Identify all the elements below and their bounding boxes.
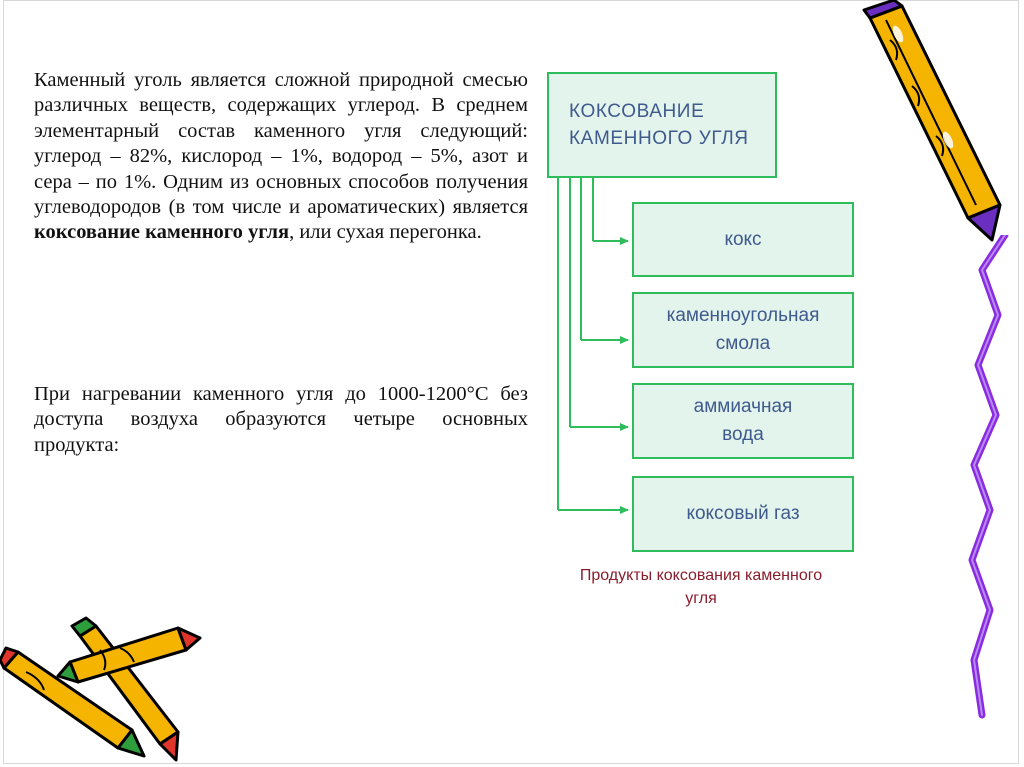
product-label-line2: смола [715,333,771,354]
main-box-line1: КОКСОВАНИЕ [569,101,705,122]
diagram-main-box [547,72,777,178]
crossed-pencils-icon [0,610,210,765]
product-label-line2: вода [722,424,764,445]
product-label: аммиачная [693,396,793,417]
product-box-gaz [632,476,854,552]
paragraph1-bold-term: коксование каменного угля [34,221,290,244]
product-box-smola [632,292,854,368]
product-box-voda [632,383,854,459]
diagram-caption [550,564,852,610]
caption-line1: Продукты коксования каменного [579,567,823,584]
product-box-koks [632,202,854,277]
paragraph-heating-products: При нагревании каменного угля до 1000-1200°С без доступа воздуха образуются четыре основных продукта: [34,383,528,456]
caption-line2: угля [685,590,717,607]
paragraph1-text-end: , или сухая перегонка. [289,221,482,244]
product-label: каменноугольная [666,305,820,326]
pencil-icon [850,0,1010,250]
product-label: кокс [724,228,762,250]
paragraph1-text: Каменный уголь является сложной природной смесью различных веществ, содержащих углерод. В среднем элементарный состав каменного угля следующий: углерод – 82%, кислород – 1%, водород – 5%, азот и сера – по 1%. Одним из основных способов получения углеводородов (в том числе и ароматических) является [34,69,528,219]
main-box-line2: КАМЕННОГО УГЛЯ [569,128,749,149]
product-label: коксовый газ [686,503,800,524]
wavy-line-icon [960,235,1024,725]
